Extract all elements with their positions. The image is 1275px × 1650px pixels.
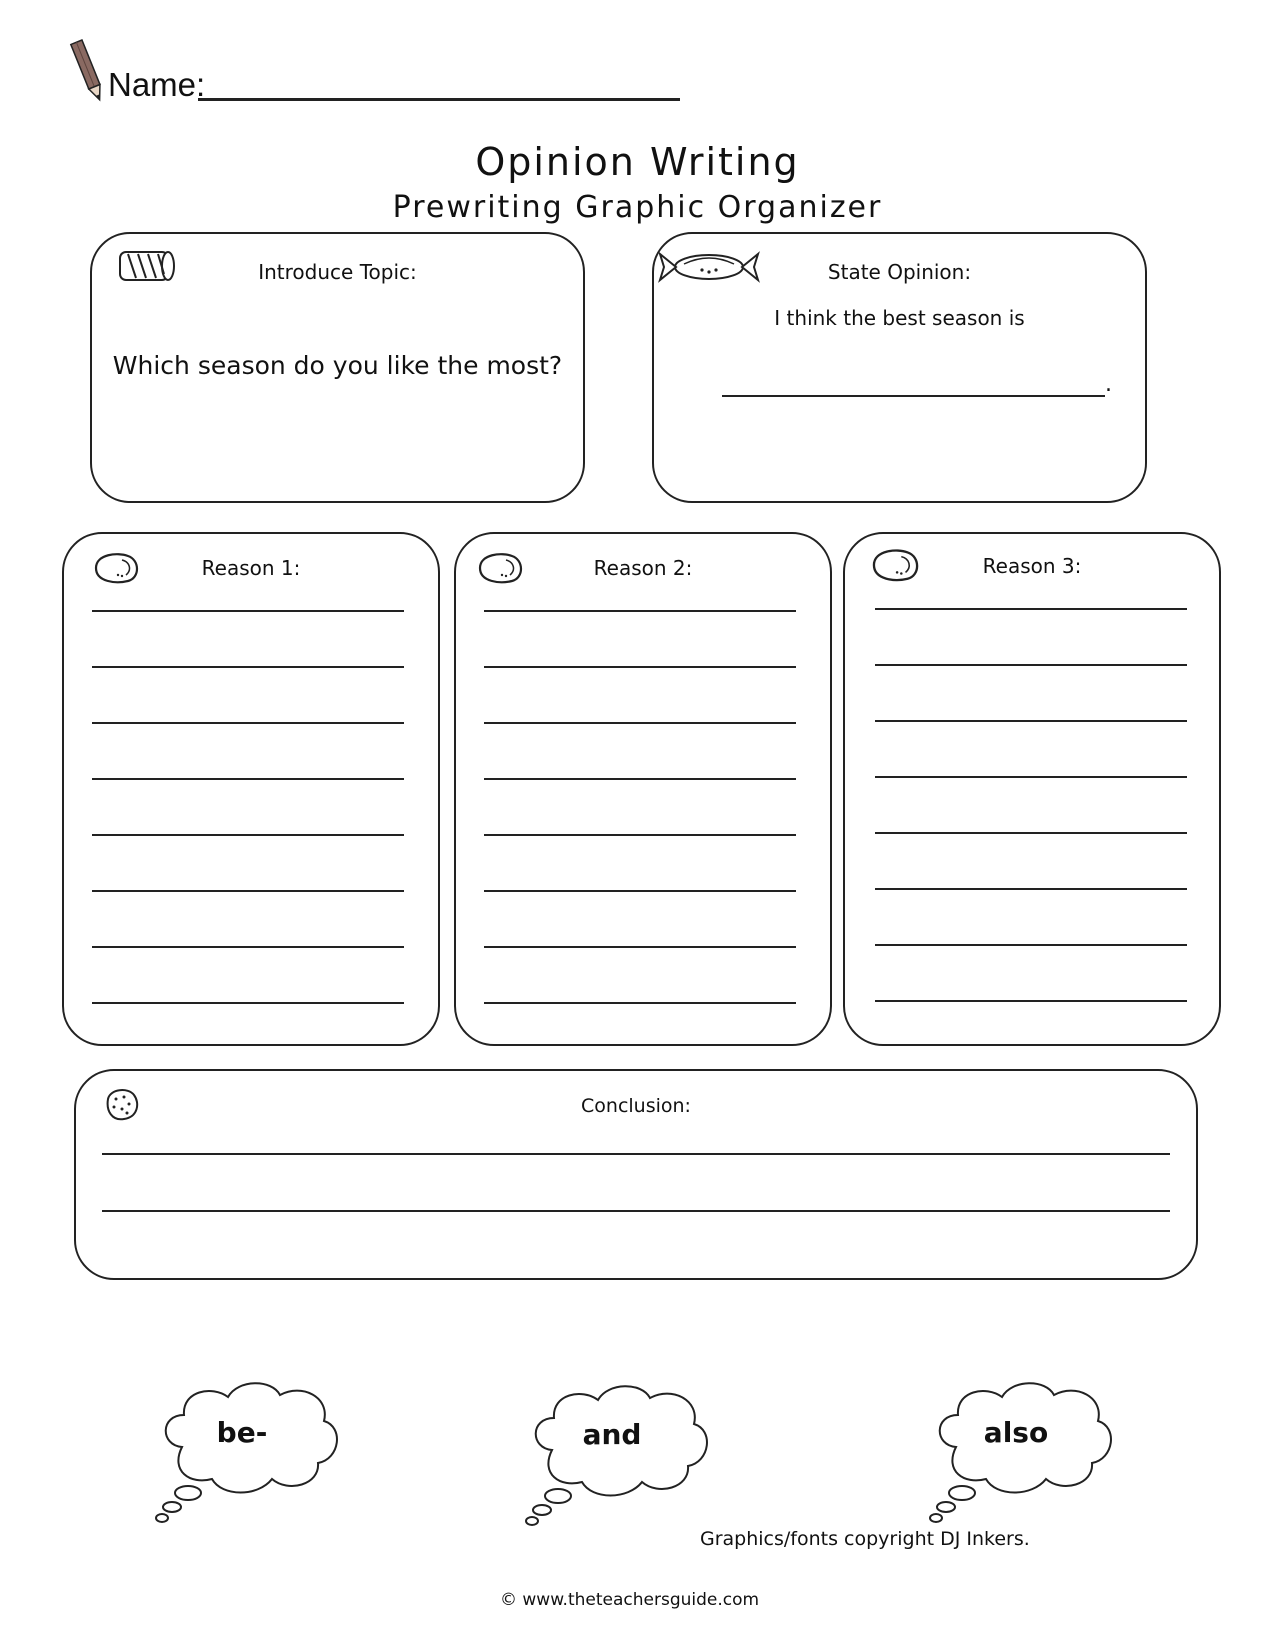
reason-2-box (454, 532, 832, 1046)
writing-line[interactable] (484, 890, 796, 892)
thought-cloud-1 (152, 1375, 342, 1525)
state-opinion-title: State Opinion: (827, 260, 972, 284)
writing-line[interactable] (875, 1000, 1187, 1002)
page-title: Opinion Writing (475, 140, 800, 184)
conclusion-box (74, 1069, 1198, 1280)
writing-line[interactable] (92, 610, 404, 612)
introduce-topic-title: Introduce Topic: (258, 260, 417, 284)
reason-3-title: Reason 3: (982, 554, 1082, 578)
reason-3-box (843, 532, 1221, 1046)
writing-line[interactable] (484, 610, 796, 612)
writing-line[interactable] (92, 666, 404, 668)
writing-line[interactable] (484, 946, 796, 948)
writing-line[interactable] (484, 722, 796, 724)
state-opinion-box (652, 232, 1147, 503)
writing-line[interactable] (484, 1002, 796, 1004)
writing-line[interactable] (92, 1002, 404, 1004)
writing-line[interactable] (875, 720, 1187, 722)
writing-line[interactable] (92, 890, 404, 892)
graphics-credit: Graphics/fonts copyright DJ Inkers. (700, 1528, 1030, 1550)
introduce-question: Which season do you like the most? (112, 351, 563, 380)
writing-line[interactable] (92, 946, 404, 948)
writing-line[interactable] (102, 1153, 1170, 1155)
cloud-word-1: be- (216, 1416, 268, 1449)
introduce-topic-box (90, 232, 585, 503)
writing-line[interactable] (875, 832, 1187, 834)
writing-line[interactable] (875, 664, 1187, 666)
writing-line[interactable] (484, 666, 796, 668)
writing-line[interactable] (875, 608, 1187, 610)
writing-line[interactable] (102, 1210, 1170, 1212)
pencil-icon (68, 36, 108, 106)
reason-1-title: Reason 1: (201, 556, 301, 580)
cloud-word-3: also (983, 1416, 1049, 1449)
writing-line[interactable] (484, 778, 796, 780)
reason-2-title: Reason 2: (593, 556, 693, 580)
conclusion-title: Conclusion: (581, 1095, 691, 1117)
opinion-period: . (1105, 372, 1112, 397)
writing-line[interactable] (875, 776, 1187, 778)
opinion-prompt: I think the best season is (774, 306, 1025, 330)
reason-1-box (62, 532, 440, 1046)
cloud-word-2: and (582, 1418, 642, 1451)
writing-line[interactable] (92, 722, 404, 724)
thought-cloud-3 (926, 1375, 1116, 1525)
writing-line[interactable] (92, 778, 404, 780)
site-credit: © www.theteachersguide.com (500, 1590, 760, 1610)
thought-cloud-2 (522, 1378, 712, 1528)
writing-line[interactable] (484, 834, 796, 836)
name-label: Name: (108, 66, 206, 103)
page-subtitle: Prewriting Graphic Organizer (392, 190, 883, 225)
opinion-answer-line[interactable] (722, 395, 1105, 397)
writing-line[interactable] (875, 888, 1187, 890)
name-field[interactable] (198, 98, 680, 101)
writing-line[interactable] (875, 944, 1187, 946)
writing-line[interactable] (92, 834, 404, 836)
